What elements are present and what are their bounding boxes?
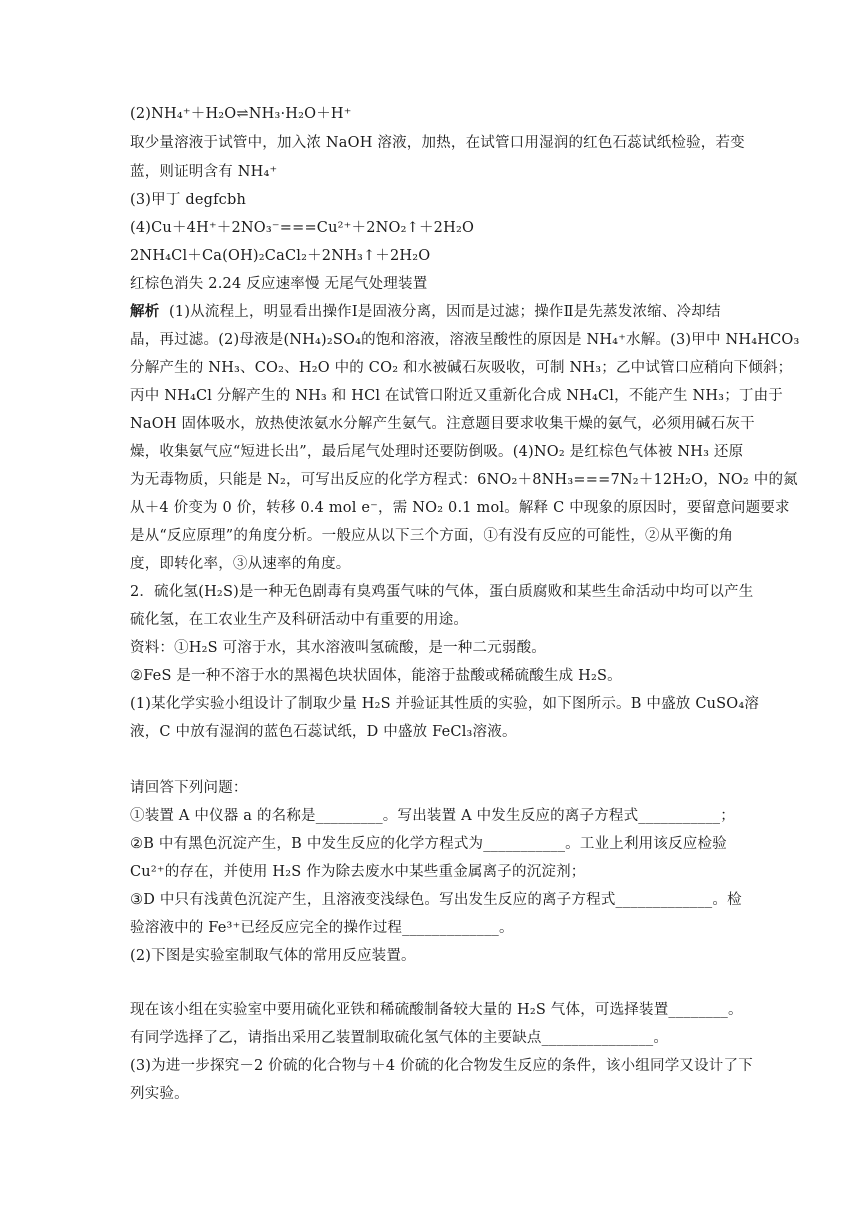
- question-2-2-text-line2: 有同学选择了乙，请指出采用乙装置制取硫化氢气体的主要缺点_______________。: [130, 1030, 669, 1046]
- analysis-line7: 为无毒物质，只能是 N₂，可写出反应的化学方程式：6NO₂＋8NH₃===7N₂＋12H₂O，NO₂ 中的氮: [130, 472, 798, 488]
- analysis-line9: 是从“反应原理”的角度分析。一般应从以下三个方面，①有没有反应的可能性，②从平衡的角: [130, 528, 734, 544]
- analysis-line1: [130, 302, 730, 322]
- question-2-2: (2)下图是实验室制取气体的常用反应装置。: [130, 948, 416, 964]
- answer-2-equation: (2)NH₄⁺＋H₂O⇌NH₃·H₂O＋H⁺: [130, 106, 352, 122]
- question-2-3-line2: 列实验。: [130, 1086, 189, 1102]
- answer-prompt: 请回答下列问题：: [130, 780, 248, 796]
- sub-question-1: ①装置 A 中仪器 a 的名称是_________。写出装置 A 中发生反应的离子方程式___________；: [130, 808, 735, 824]
- analysis-line8: 从＋4 价变为 0 价，转移 0.4 mol e⁻，需 NO₂ 0.1 mol。解释 C 中现象的原因时，要留意问题要求: [130, 500, 790, 516]
- sub-question-3-line1: ③D 中只有浅黄色沉淀产生，且溶液变浅绿色。写出发生反应的离子方程式_____________。检: [130, 892, 742, 908]
- analysis-label: 解析: [130, 303, 160, 320]
- analysis-line5: NaOH 固体吸水，放热使浓氨水分解产生氨气。注意题目要求收集干燥的氨气，必须用碱石灰干: [130, 416, 755, 432]
- question-2-stem-line2: 硫化氢，在工农业生产及科研活动中有重要的用途。: [130, 612, 469, 628]
- question-2-3-line1: (3)为进一步探究－2 价硫的化合物与＋4 价硫的化合物发生反应的条件，该小组同学又设计了下: [130, 1058, 753, 1074]
- material-1: 资料：①H₂S 可溶于水，其水溶液叫氢硫酸，是一种二元弱酸。: [130, 640, 546, 656]
- sub-question-2-line1: ②B 中有黑色沉淀产生，B 中发生反应的化学方程式为___________。工业上利用该反应检验: [130, 836, 727, 852]
- material-2: ②FeS 是一种不溶于水的黑褐色块状固体，能溶于盐酸或稀硫酸生成 H₂S。: [130, 668, 622, 684]
- analysis-text: (1)从流程上，明显看出操作Ⅰ是固液分离，因而是过滤；操作Ⅱ是先蒸发浓缩、冷却结: [169, 304, 721, 320]
- question-2-stem-line1: 2．硫化氢(H₂S)是一种无色剧毒有臭鸡蛋气味的气体，蛋白质腐败和某些生命活动中均可以产生: [130, 584, 754, 600]
- analysis-line4: 丙中 NH₄Cl 分解产生的 NH₃ 和 HCl 在试管口附近又重新化合成 NH₄Cl，不能产生 NH₃；丁由于: [130, 388, 783, 404]
- question-2-1-line2: 液，C 中放有湿润的蓝色石蕊试纸，D 中盛放 FeCl₃溶液。: [130, 724, 517, 740]
- question-2-1-line1: (1)某化学实验小组设计了制取少量 H₂S 并验证其性质的实验，如下图所示。B 中盛放 CuSO₄溶: [130, 696, 760, 712]
- analysis-line6: 燥，收集氨气应“短进长出”，最后尾气处理时还要防倒吸。(4)NO₂ 是红棕色气体被 NH₃ 还原: [130, 444, 744, 460]
- analysis-line2: 晶，再过滤。(2)母液是(NH₄)₂SO₄的饱和溶液，溶液呈酸性的原因是 NH₄⁺水解。(3)甲中 NH₄HCO₃: [130, 332, 800, 348]
- answer-4-results: 红棕色消失 2.24 反应速率慢 无尾气处理装置: [130, 276, 428, 292]
- question-2-2-text-line1: 现在该小组在实验室中要用硫化亚铁和稀硫酸制备较大量的 H₂S 气体，可选择装置________。: [130, 1002, 743, 1018]
- answer-2-test-line1: 取少量溶液于试管中，加入浓 NaOH 溶液，加热，在试管口用湿润的红色石蕊试纸检验，若变: [130, 135, 745, 151]
- analysis-line3: 分解产生的 NH₃、CO₂、H₂O 中的 CO₂ 和水被碱石灰吸收，可制 NH₃；乙中试管口应稍向下倾斜；: [130, 360, 793, 376]
- sub-question-3-line2: 验溶液中的 Fe³⁺已经反应完全的操作过程_____________。: [130, 920, 514, 936]
- answer-2-test-line2: 蓝，则证明含有 NH₄⁺: [130, 164, 278, 180]
- sub-question-2-line2: Cu²⁺的存在，并使用 H₂S 作为除去废水中某些重金属离子的沉淀剂；: [130, 864, 586, 880]
- answer-4-equation1: (4)Cu＋4H⁺＋2NO₃⁻===Cu²⁺＋2NO₂↑＋2H₂O: [130, 220, 475, 236]
- answer-4-equation2: 2NH₄Cl＋Ca(OH)₂CaCl₂＋2NH₃↑＋2H₂O: [130, 248, 431, 264]
- analysis-line10: 度，即转化率，③从速率的角度。: [130, 556, 351, 572]
- answer-3: (3)甲丁 degfcbh: [130, 192, 247, 208]
